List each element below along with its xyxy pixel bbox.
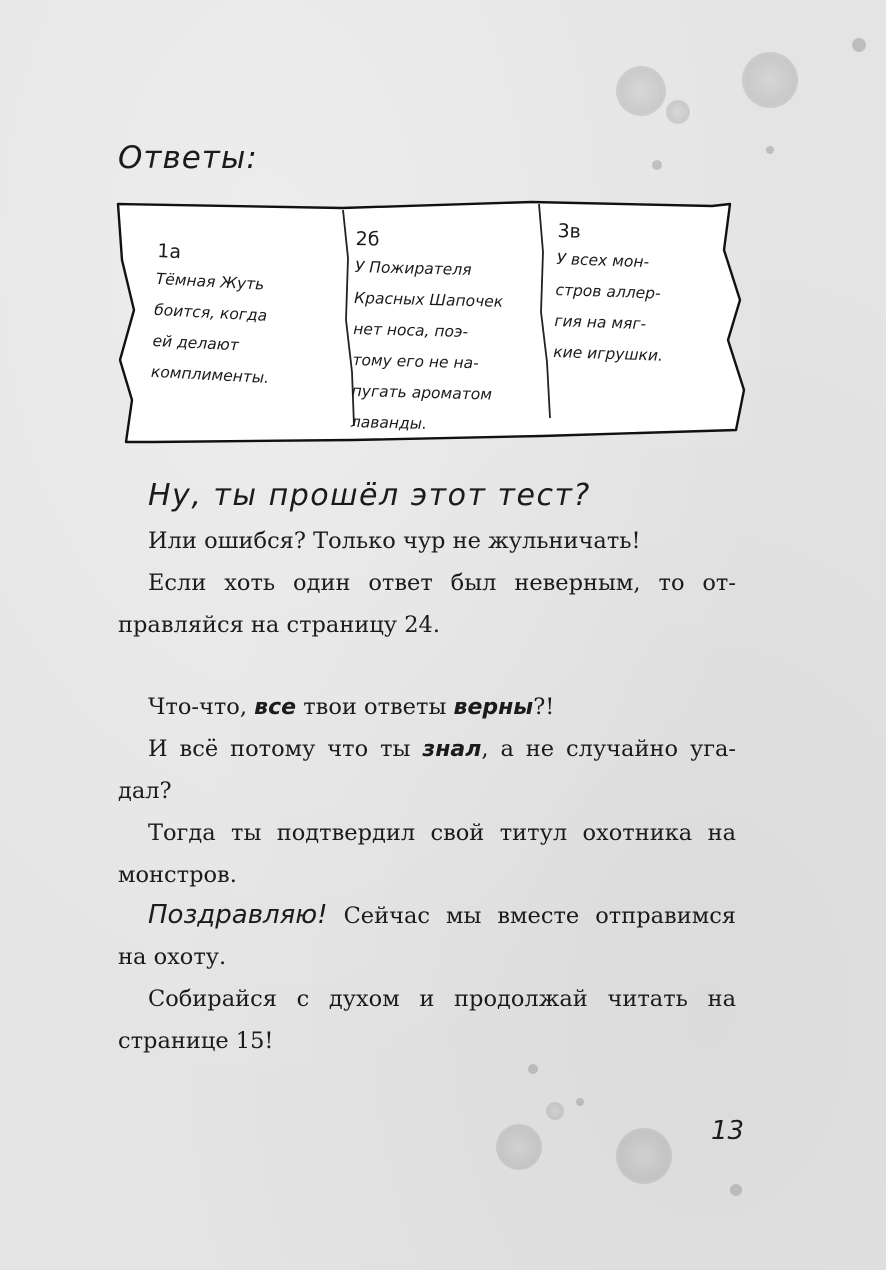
paragraph	[118, 520, 736, 562]
answers-title: Ответы:	[118, 140, 258, 176]
answer-line: кие игрушки.	[553, 342, 664, 365]
answer-3	[553, 218, 668, 372]
paragraph	[118, 1020, 736, 1062]
paragraph-text: монстров.	[118, 862, 237, 888]
answer-number: 3в	[557, 219, 582, 243]
paragraph	[118, 812, 736, 854]
emphasis-text: верны	[453, 695, 534, 720]
paragraph-text: правляйся на страницу 24.	[118, 612, 440, 638]
answer-number: 1a	[156, 239, 182, 264]
paragraph-text: Или ошибся? Только чур не жульничать!	[148, 528, 641, 554]
answer-number: 2б	[355, 227, 380, 251]
answer-line: Тёмная Жуть	[155, 269, 265, 294]
paragraph-text: Тогда ты подтвердил свой титул охотника на	[148, 820, 736, 846]
paragraph	[118, 894, 736, 937]
emphasis-text: знал	[422, 737, 482, 762]
paragraph	[118, 604, 736, 646]
paragraph	[118, 770, 736, 812]
paragraph-text: И всё потому что ты	[148, 736, 423, 762]
paragraph-text: Что-что,	[148, 694, 255, 720]
ink-dot	[766, 146, 774, 154]
ink-stain	[496, 1124, 542, 1170]
ink-stain	[616, 1128, 672, 1184]
answer-line: стров аллер-	[555, 280, 661, 303]
ink-stain	[742, 52, 798, 108]
paragraph	[118, 854, 736, 896]
ink-dot	[576, 1098, 584, 1106]
answer-line: Красных Шапочек	[353, 288, 504, 311]
paragraph-text: Если хоть один ответ был неверным, то от-	[148, 570, 736, 596]
paragraph-text: Собирайся с духом и продолжай читать на	[148, 986, 736, 1012]
answer-line: лаванды.	[350, 412, 428, 433]
ink-stain	[546, 1102, 564, 1120]
ink-dot	[852, 38, 866, 52]
emphasis-text: все	[254, 695, 297, 720]
answer-line: У всех мон-	[556, 249, 650, 272]
answer-line: комплименты.	[150, 362, 270, 387]
paragraph-text: , а не случайно уга-	[481, 736, 736, 762]
answer-line: У Пожирателя	[354, 257, 472, 280]
answer-2	[350, 226, 505, 442]
answer-line: пугать ароматом	[351, 381, 493, 404]
ink-stain	[666, 100, 690, 124]
paragraph-text: дал?	[118, 778, 172, 804]
paragraph-text: твои ответы	[296, 694, 454, 720]
ink-dot	[730, 1184, 742, 1196]
ink-dot	[652, 160, 662, 170]
answer-line: ей делают	[152, 331, 240, 355]
answer-line: гия на мяг-	[554, 311, 647, 334]
answer-line: тому его не на-	[352, 350, 479, 373]
paragraph-text: на охоту.	[118, 944, 227, 970]
answer-line: боится, когда	[153, 300, 268, 325]
paragraph	[118, 686, 736, 729]
paragraph-text: странице 15!	[118, 1028, 274, 1054]
answer-1	[150, 238, 276, 394]
paragraph-text: Сейчас мы вместе отправимся	[327, 903, 736, 929]
paragraph	[118, 936, 736, 978]
paragraph	[118, 978, 736, 1020]
answers-card	[112, 190, 752, 446]
ink-dot	[528, 1064, 538, 1074]
page-number: 13	[711, 1116, 745, 1146]
paragraph	[118, 728, 736, 771]
paragraph	[118, 562, 736, 604]
paragraph-text: ?!	[533, 694, 555, 720]
ink-stain	[616, 66, 666, 116]
quiz-question-heading: Ну, ты прошёл этот тест?	[148, 478, 591, 513]
emphasis-text: Поздравляю!	[148, 900, 328, 930]
answer-line: нет носа, поэ-	[353, 319, 469, 341]
